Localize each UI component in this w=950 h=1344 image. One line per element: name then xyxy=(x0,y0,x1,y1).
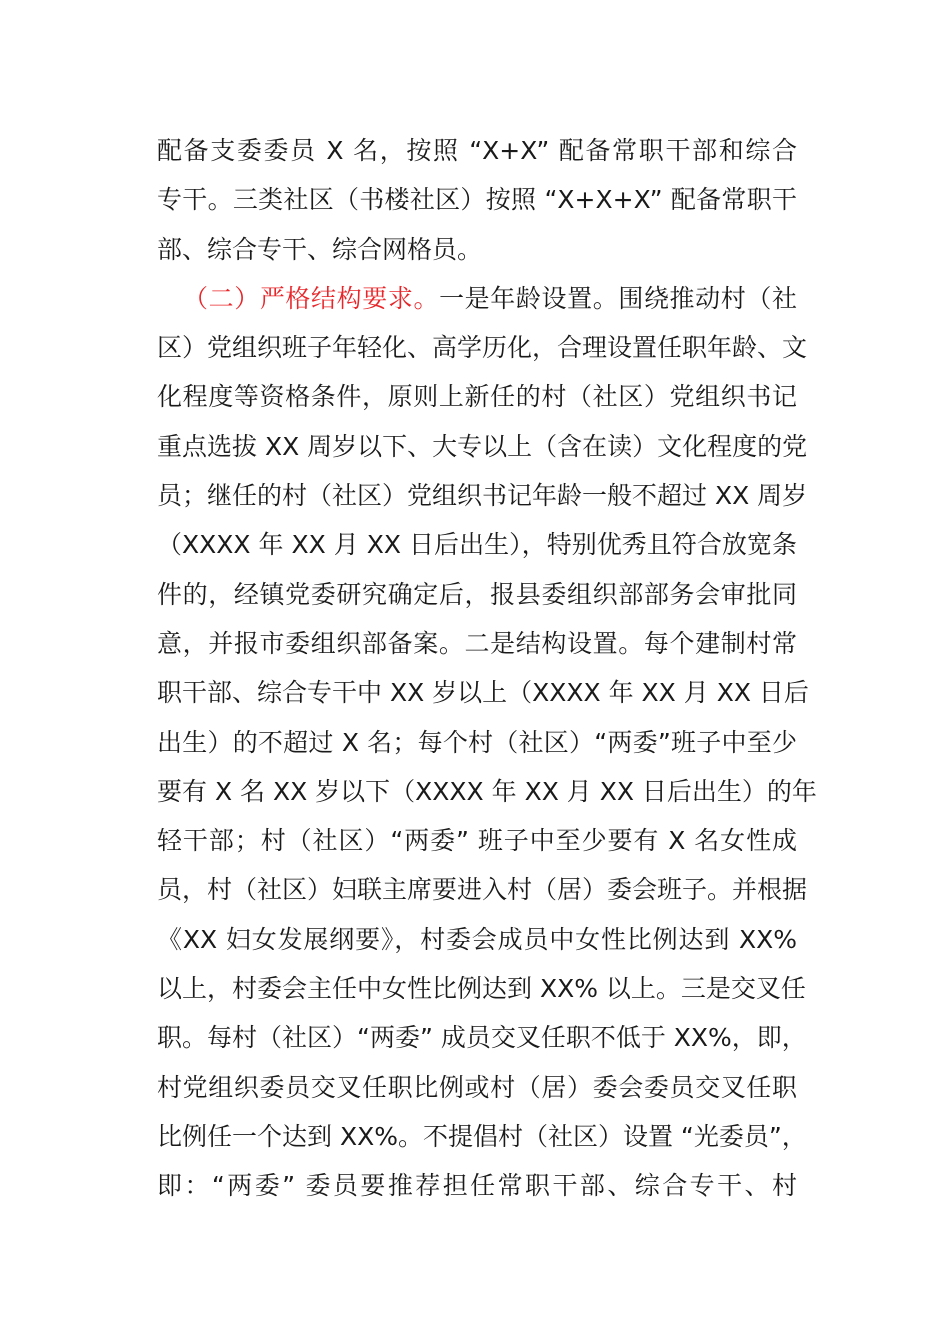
text-line: 职。每村（社区）“两委” 成员交叉任职不低于 XX%，即， xyxy=(157,1023,807,1053)
text-line: 员，村（社区）妇联主席要进入村（居）委会班子。并根据 xyxy=(157,875,808,905)
text-line: （XXXX 年 XX 月 XX 日后出生），特别优秀且符合放宽条 xyxy=(157,530,797,560)
text-span: 一是年龄设置。围绕推动村（社 xyxy=(439,283,797,313)
text-line: 轻干部；村（社区）“两委” 班子中至少要有 X 名女性成 xyxy=(157,826,797,856)
text-line: 以上，村委会主任中女性比例达到 XX% 以上。三是交叉任 xyxy=(157,974,806,1004)
text-line: 专干。三类社区（书楼社区）按照 “X+X+X” 配备常职干 xyxy=(157,185,797,215)
text-line: 出生）的不超过 X 名；每个村（社区）“两委”班子中至少 xyxy=(157,727,797,757)
text-line: 意，并报市委组织部备案。二是结构设置。每个建制村常 xyxy=(157,628,797,658)
text-line: 村党组织委员交叉任职比例或村（居）委会委员交叉任职 xyxy=(157,1072,797,1102)
paragraph-staffing xyxy=(157,126,797,274)
text-line: 即：“两委” 委员要推荐担任常职干部、综合专干、村 xyxy=(157,1171,797,1201)
text-line: 部、综合专干、综合网格员。 xyxy=(157,234,483,264)
text-line: 要有 X 名 XX 岁以下（XXXX 年 XX 月 XX 日后出生）的年 xyxy=(157,776,817,806)
text-line: 配备支委委员 X 名，按照 “X+X” 配备常职干部和综合 xyxy=(157,136,797,165)
text-line xyxy=(157,274,797,323)
text-line: 区）党组织班子年轻化、高学历化，合理设置任职年龄、文 xyxy=(157,333,808,363)
document-body xyxy=(157,126,817,1211)
text-line: 职干部、综合专干中 XX 岁以上（XXXX 年 XX 月 XX 日后 xyxy=(157,678,809,708)
text-line: 化程度等资格条件，原则上新任的村（社区）党组织书记 xyxy=(157,382,797,412)
text-line: 《XX 妇女发展纲要》，村委会成员中女性比例达到 XX% xyxy=(157,924,797,954)
section-heading: （二）严格结构要求。 xyxy=(183,283,440,313)
text-line: 员；继任的村（社区）党组织书记年龄一般不超过 XX 周岁 xyxy=(157,481,808,511)
paragraph-structure-requirements xyxy=(157,274,817,1211)
text-line: 重点选拔 XX 周岁以下、大专以上（含在读）文化程度的党 xyxy=(157,431,808,461)
text-line: 比例任一个达到 XX%。不提倡村（社区）设置 “光委员”， xyxy=(157,1121,807,1151)
text-line: 件的，经镇党委研究确定后，报县委组织部部务会审批同 xyxy=(157,579,797,609)
